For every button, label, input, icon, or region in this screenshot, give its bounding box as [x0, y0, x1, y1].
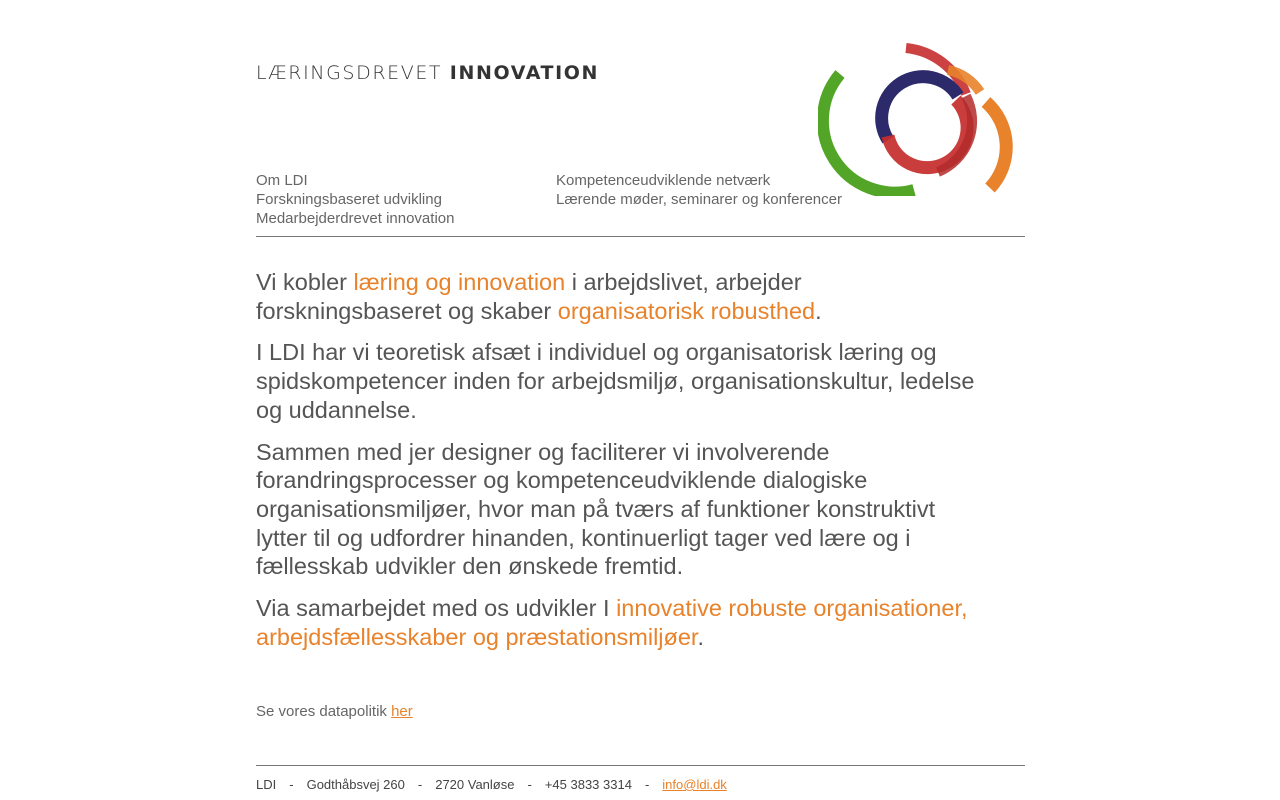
datapolicy-line — [256, 703, 413, 720]
intro-p4-text-c: . — [697, 623, 704, 650]
ldi-logo-icon[interactable] — [818, 40, 1020, 196]
intro-paragraph-2: I LDI har vi teoretisk afsæt i individuel og organisatorisk læring og spidskompetencer inden for arbejdsmiljø, organisationskultur, ledelse og uddannelse. — [256, 339, 975, 423]
wordmark-bold: INNOVATION — [449, 62, 600, 84]
intro-p4-highlight: innovative robuste organisationer, arbejdsfællesskaber og præstationsmiljøer — [256, 595, 968, 650]
header-divider — [256, 236, 1025, 237]
wordmark-light: LÆRINGSDREVET — [256, 62, 443, 84]
page-container — [256, 0, 1025, 800]
intro-p1-highlight-2: organisatorisk robusthed — [557, 297, 816, 324]
footer-name: LDI — [256, 777, 277, 792]
intro-text — [256, 268, 976, 664]
footer-separator: - — [644, 777, 650, 792]
intro-paragraph-1 — [256, 268, 976, 325]
footer-separator: - — [417, 777, 423, 792]
nav-left — [256, 171, 454, 228]
intro-p1-text-e: . — [815, 297, 822, 324]
intro-p4-text-a: Via samarbejdet med os udvikler I — [256, 595, 617, 622]
nav-laerende-moeder[interactable]: Lærende møder, seminarer og konferencer — [556, 191, 842, 208]
footer — [256, 777, 727, 792]
nav-medarbejderdrevet-innovation[interactable]: Medarbejderdrevet innovation — [256, 210, 455, 227]
footer-separator: - — [527, 777, 532, 792]
footer-separator: - — [289, 777, 294, 792]
nav-kompetenceudviklende-netvaerk[interactable]: Kompetenceudviklende netværk — [556, 172, 771, 189]
intro-paragraph-3: Sammen med jer designer og faciliterer vi involverende forandringsprocesser og kompetenceudviklende dialogiske organisationsmiljøer, hvor man på tværs af funktioner konstruktivt lytter til og udfordrer hinanden, kontinuerligt tager ved lære og i fællesskab udvikler den ønskede fremtid. — [256, 438, 936, 580]
footer-divider — [256, 765, 1025, 766]
nav-forskningsbaseret-udvikling[interactable]: Forskningsbaseret udvikling — [256, 191, 442, 208]
datapolicy-text: Se vores datapolitik — [256, 703, 392, 720]
nav-om-ldi[interactable]: Om LDI — [256, 172, 308, 189]
footer-city: 2720 Vanløse — [435, 777, 515, 792]
nav-right — [556, 171, 842, 209]
logo-orange-arc — [986, 102, 1006, 188]
site-wordmark[interactable] — [256, 62, 599, 84]
footer-address: Godthåbsvej 260 — [306, 777, 405, 792]
intro-p1-text-c: i arbejdslivet, arbejder forskningsbaseret og skaber — [256, 269, 802, 324]
datapolicy-link[interactable]: her — [391, 703, 413, 720]
footer-email-link[interactable]: info@ldi.dk — [662, 777, 727, 792]
logo-navy-ring — [882, 77, 958, 140]
intro-p1-highlight-1: læring og innovation — [353, 269, 566, 295]
footer-phone: +45 3833 3314 — [544, 777, 632, 792]
intro-p1-text-a: Vi kobler — [256, 269, 354, 295]
intro-paragraph-4 — [256, 594, 976, 651]
